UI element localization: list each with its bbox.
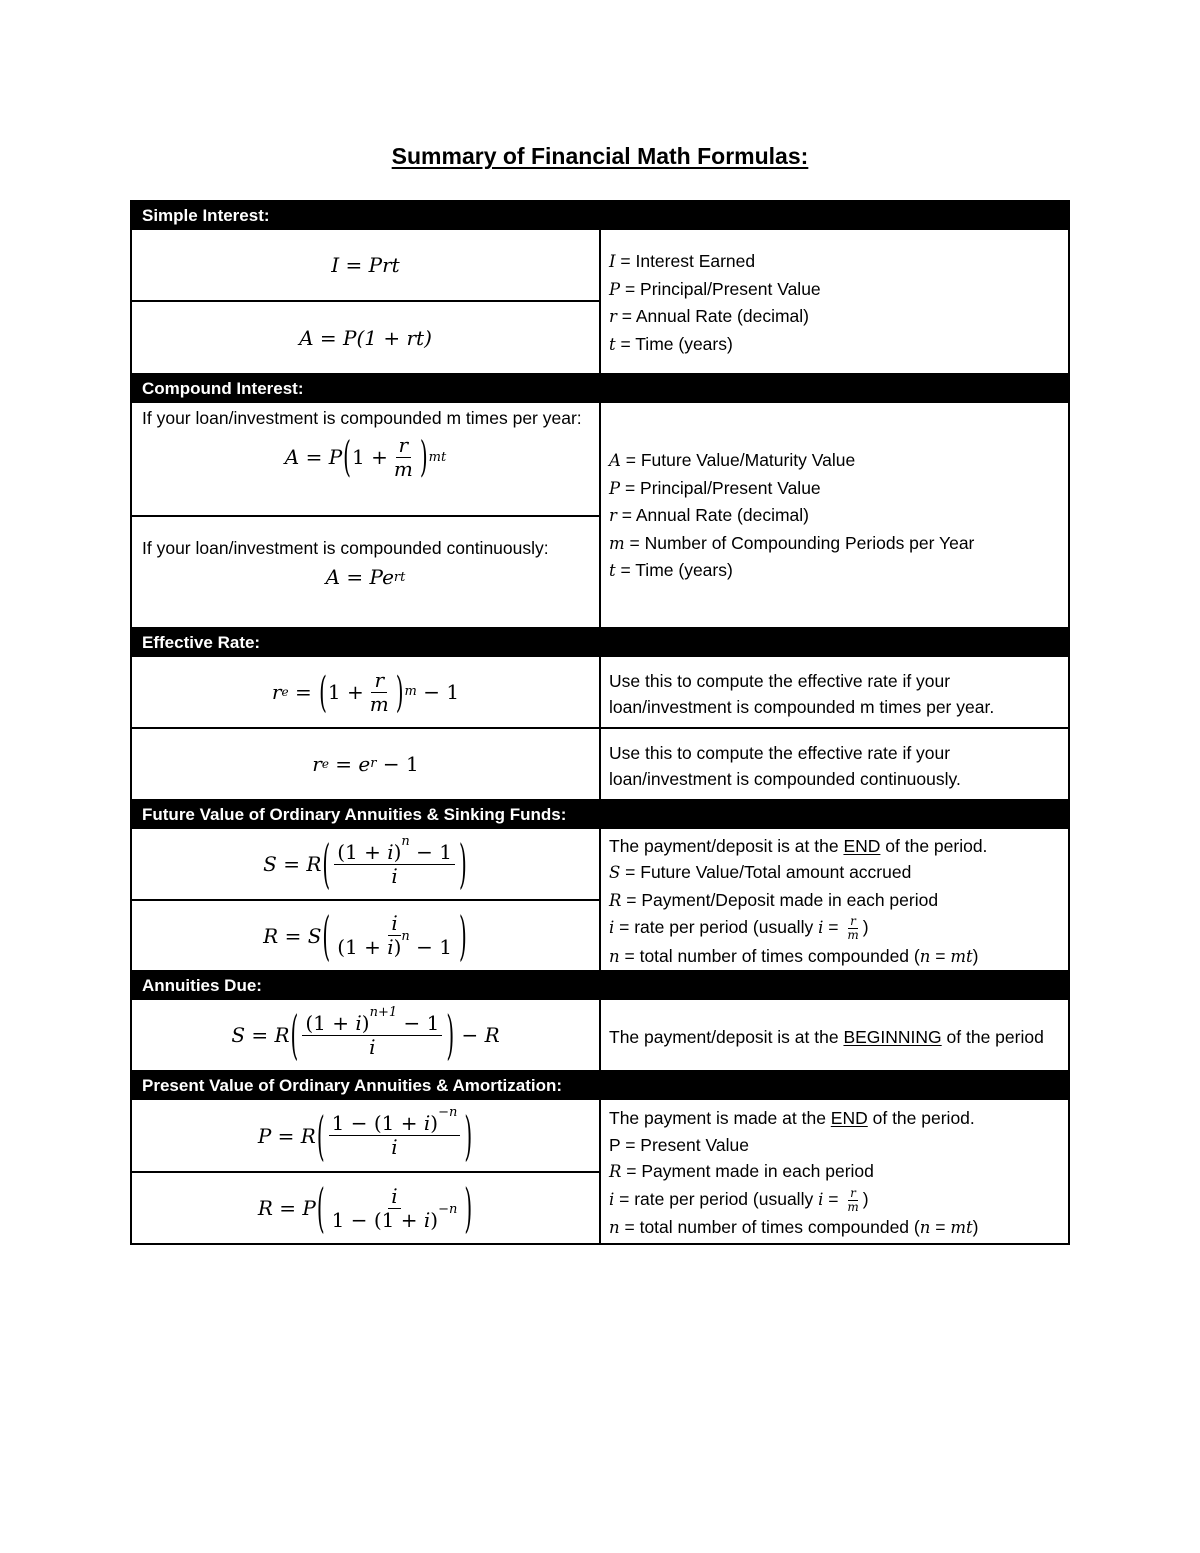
future-value-group <box>132 827 1068 970</box>
formula-amortization-payment: R = P ( $\frac{i}{1 - (1 + i)^{-n}}$ ) <box>257 1176 473 1240</box>
formula-effective-periodic: r e = ( 1 + $\frac{r}{m}$ ) m − 1 <box>271 666 460 718</box>
section-header-compound-interest: Compound Interest: <box>132 373 1068 401</box>
formula-simple-amount: A = P(1 + rt) <box>132 300 599 373</box>
definition-item: t = Time (years) <box>609 333 733 354</box>
definition-item: P = Principal/Present Value <box>609 477 821 498</box>
section-header-present-value: Present Value of Ordinary Annuities & Amortization: <box>132 1070 1068 1098</box>
section-header-future-value: Future Value of Ordinary Annuities & Sinking Funds: <box>132 799 1068 827</box>
compound-interest-group <box>132 401 1068 627</box>
simple-interest-definitions <box>601 230 1068 373</box>
formula-annuity-due: S = R ( $\frac{(1 + i)^{n+1} - 1}{i}$ ) − R <box>231 1003 500 1067</box>
definition-item: i = rate per period (usually i = $\frac{r}{m}$ ) <box>609 1185 869 1214</box>
present-value-definitions <box>601 1100 1068 1243</box>
definition-item: P = Principal/Present Value <box>609 278 821 299</box>
formula-compound-continuous: A = Pe rt <box>325 565 406 589</box>
definition-item: i = rate per period (usually i = $\frac{r}{m}$ ) <box>609 914 869 943</box>
formula-simple-interest: I = Prt <box>331 253 400 277</box>
effective-periodic-note: Use this to compute the effective rate if your loan/investment is compounded m times per year. <box>609 670 995 717</box>
simple-interest-group <box>132 230 1068 373</box>
definition-item: I = Interest Earned <box>609 251 756 271</box>
definition-item: r = Annual Rate (decimal) <box>609 306 810 326</box>
compound-interest-definitions <box>601 403 1068 627</box>
formula-future-value: S = R ( $\frac{(1 + i)^n - 1}{i}$ ) <box>263 832 467 896</box>
annuities-due-row <box>132 998 1068 1070</box>
formula-sinking-payment: R = S ( $\frac{i}{(1 + i)^n - 1}$ ) <box>263 904 467 967</box>
definition-item: n = total number of times compounded (n = mt) <box>609 1217 979 1238</box>
definition-item: R = Payment made in each period <box>609 1161 874 1182</box>
definition-item: S = Future Value/Total amount accrued <box>609 862 912 883</box>
definition-item: A = Future Value/Maturity Value <box>609 450 856 470</box>
section-header-annuities-due: Annuities Due: <box>132 970 1068 998</box>
definition-item: R = Payment/Deposit made in each period <box>609 889 939 910</box>
effective-continuous-note: Use this to compute the effective rate if your loan/investment is compounded continuously. <box>609 742 961 789</box>
effective-rate-periodic-row <box>132 655 1068 727</box>
definition-item: The payment/deposit is at the END of the period. <box>609 835 988 856</box>
definition-item: P = Present Value <box>609 1134 749 1155</box>
formula-present-value: P = R ( $\frac{1 - (1 + i)^{-n}}{i}$ ) <box>257 1104 473 1167</box>
section-header-simple-interest: Simple Interest: <box>132 202 1068 230</box>
definition-item: r = Annual Rate (decimal) <box>609 505 810 525</box>
future-value-definitions <box>601 829 1068 970</box>
annuities-due-note: The payment/deposit is at the BEGINNING of the period <box>609 1026 1044 1047</box>
definition-item: n = total number of times compounded (n = mt) <box>609 945 979 966</box>
formula-effective-continuous: r e = e r − 1 <box>312 752 419 776</box>
definition-item: m = Number of Compounding Periods per Year <box>609 532 975 553</box>
present-value-group <box>132 1098 1068 1243</box>
compound-periodic-cell: If your loan/investment is compounded m times per year: A = P ( 1 + $\frac{r}{m}$ ) mt <box>142 408 582 482</box>
formula-compound-periodic: A = P ( 1 + $\frac{r}{m}$ ) mt <box>284 431 447 482</box>
formula-table <box>130 200 1070 1245</box>
effective-rate-continuous-row <box>132 727 1068 799</box>
page-title: Summary of Financial Math Formulas: <box>391 143 809 169</box>
definition-item: The payment is made at the END of the period. <box>609 1108 975 1129</box>
compound-continuous-cell: If your loan/investment is compounded continuously: A = Pe rt <box>132 515 599 627</box>
definition-item: t = Time (years) <box>609 560 733 580</box>
section-header-effective-rate: Effective Rate: <box>132 627 1068 655</box>
